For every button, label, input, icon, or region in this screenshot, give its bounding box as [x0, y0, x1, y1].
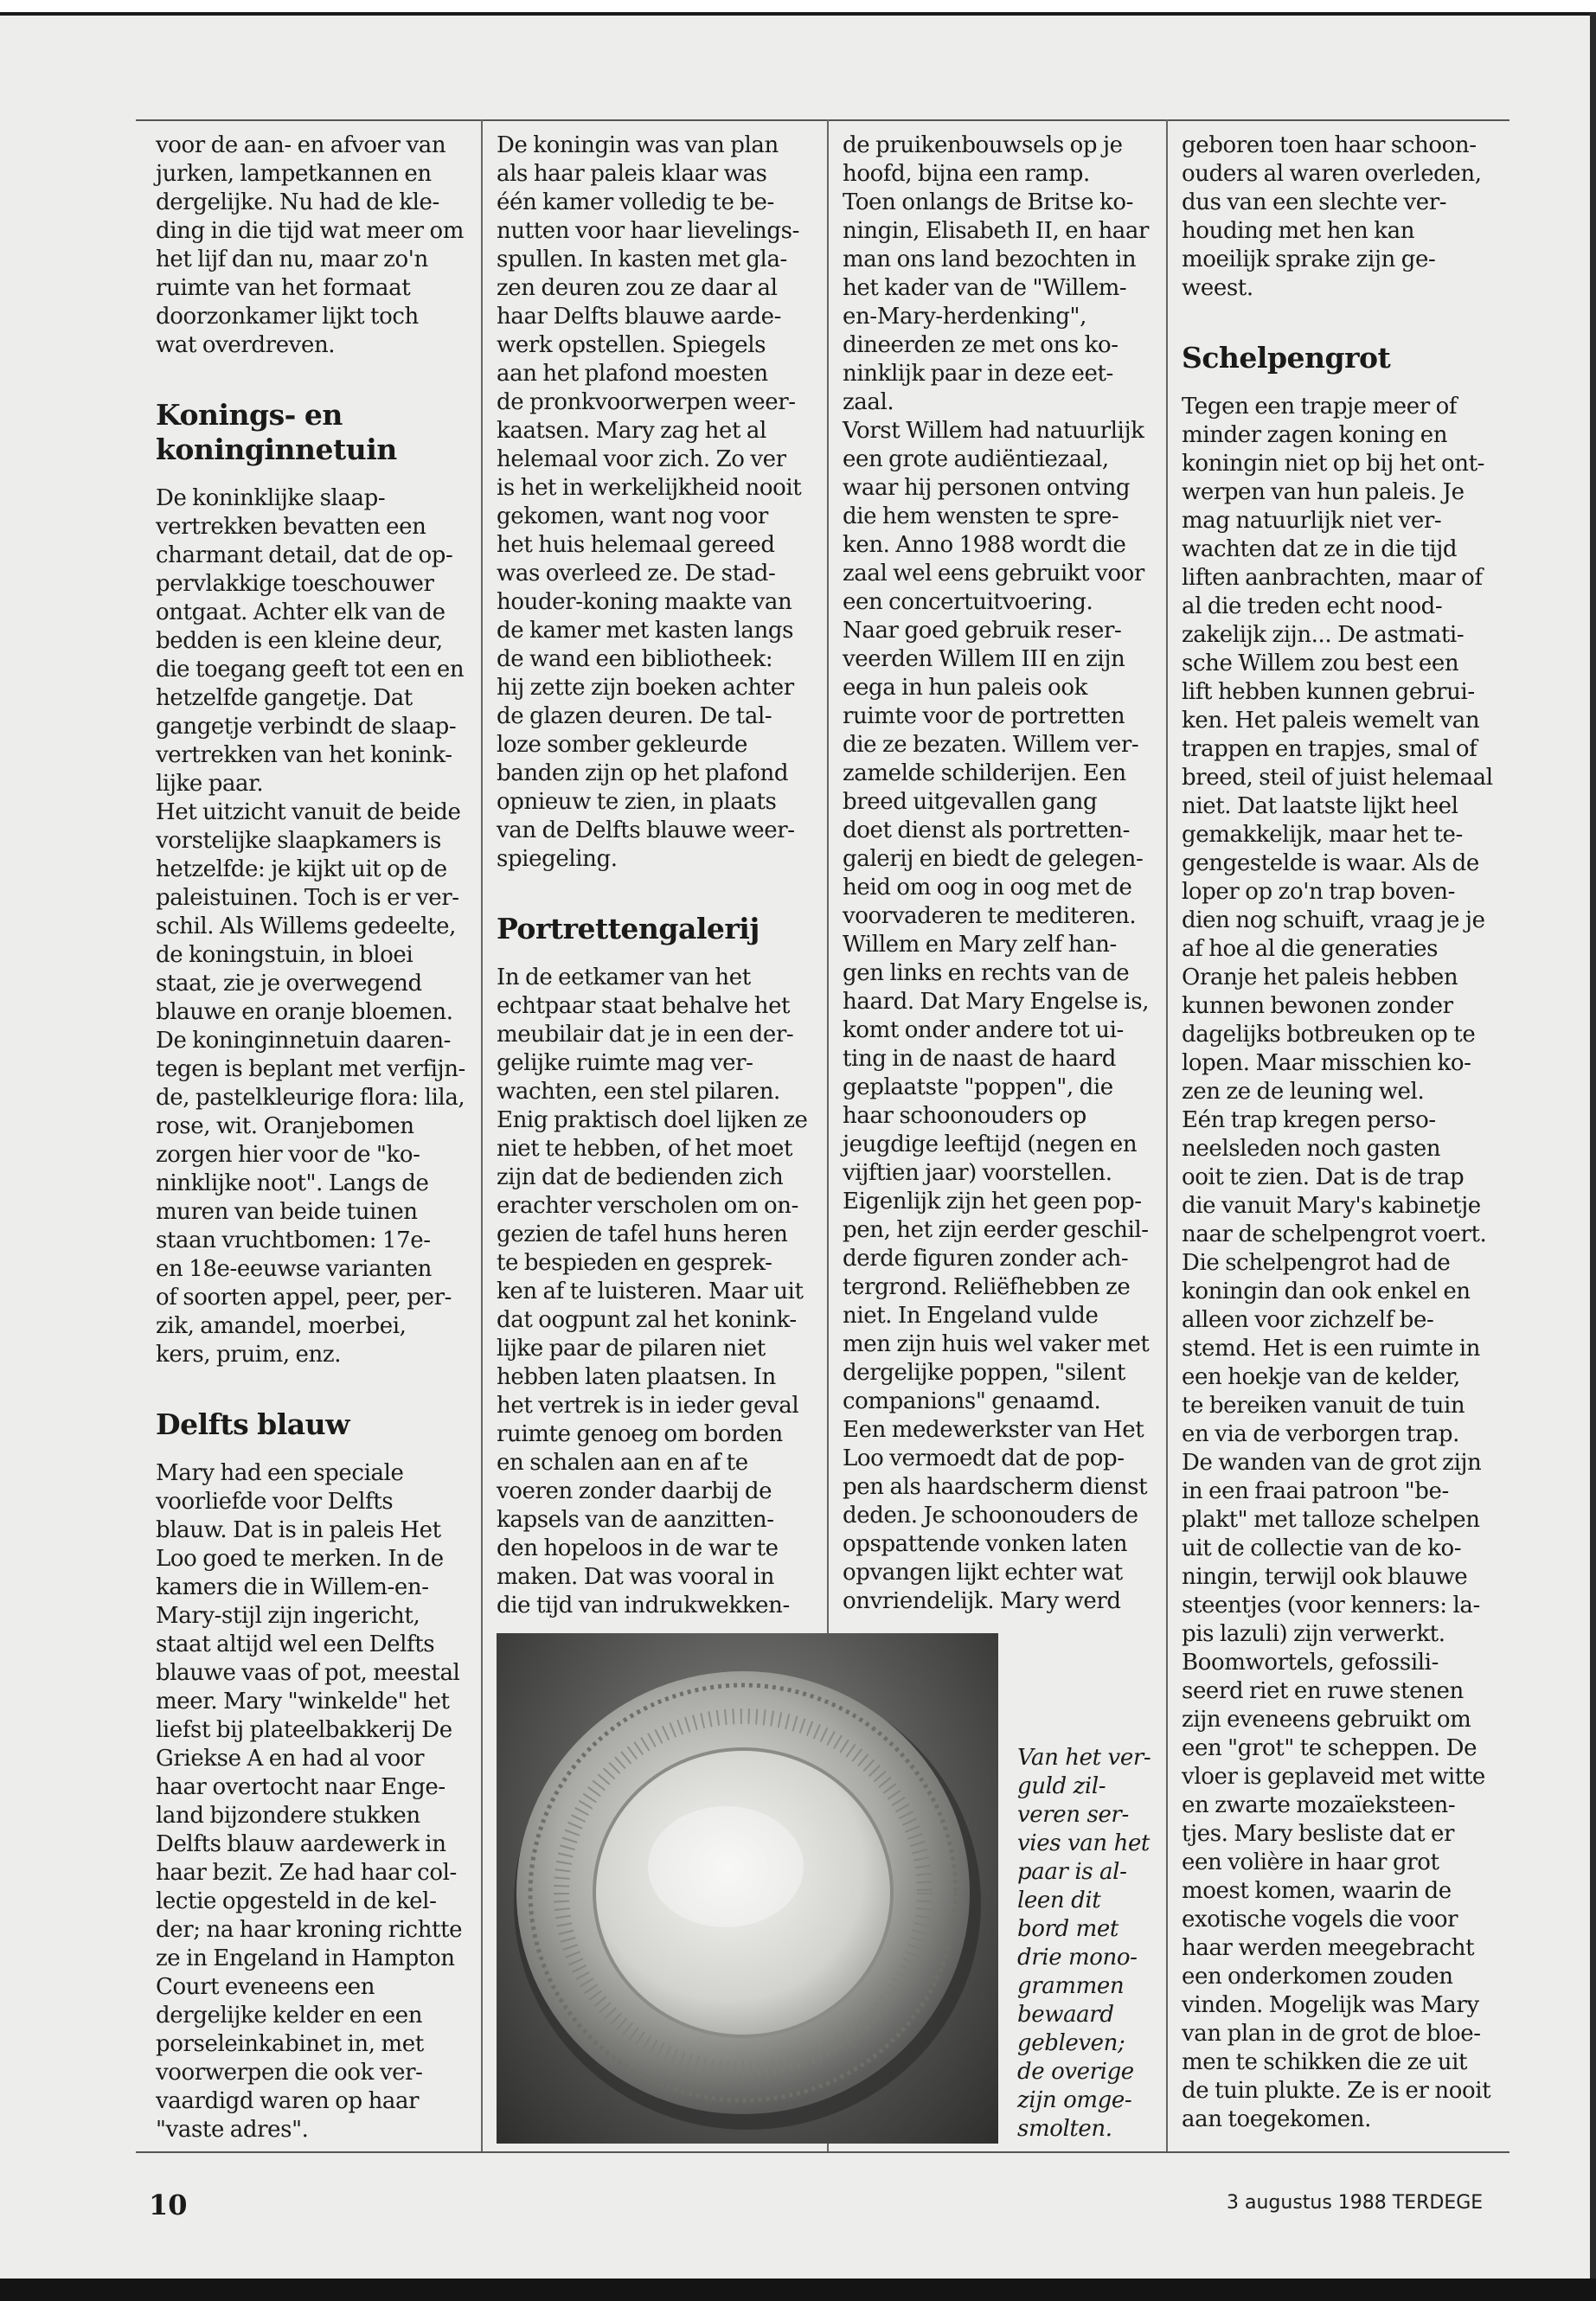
article-column-4 [1182, 131, 1493, 2134]
paragraph: geboren toen haar schoon- ouders al waren overleden, dus van een slechte ver- houding met hen kan moeilijk sprake zijn ge- weest. [1182, 132, 1482, 301]
paragraph: De koningin was van plan als haar paleis klaar was één kamer volledig te be- nutten voor haar lievelings- spullen. In kasten met gla- zen deuren zou ze daar al haar Delfts blauwe aarde- werk opstellen. Spiegels aan het plafond moesten de pronkvoorwerpen weer- kaatsen. Mary zag het al helemaal voor zich. Zo ver is het in werkelijkheid nooit gekomen, want nog voor het huis helemaal gereed was overleed ze. De stad- houder-koning maakte van de kamer met kasten langs de wand een bibliotheek: hij zette zijn boeken achter de glazen deuren. De tal- loze somber gekleurde banden zijn op het plafond opnieuw te zien, in plaats van de Delfts blauwe weer- spiegeling. [497, 132, 802, 872]
article-column-1 [156, 131, 467, 2144]
silver-plate-photo [497, 1633, 998, 2144]
publication-footer: 3 augustus 1988 TERDEGE [1227, 2192, 1484, 2214]
silver-plate-image [497, 1633, 998, 2144]
section-heading: Konings- en koninginnetuin [156, 398, 397, 466]
photo-caption: Van het ver- guld zil- veren ser- vies van het paar is al- leen dit bord met drie mono- grammen bewaard gebleven; de overige zijn omge- smolten. [1017, 1745, 1151, 2142]
section-heading: Schelpengrot [1182, 341, 1391, 375]
paragraph: Tegen een trapje meer of minder zagen koning en koningin niet op bij het ont- werpen van hun paleis. Je mag natuurlijk niet ver- wachten dat ze in die tijd liften aanbrachten, maar of al die treden echt nood- zakelijk zijn... De astmati- sche Willem zou best een lift hebben kunnen gebrui- ken. Het paleis wemelt van trappen en trapjes, smal of breed, steil of juist helemaal niet. Dat laatste lijkt heel gemakkelijk, maar het te- gengestelde is waar. Als de loper op zo'n trap boven- dien nog schuift, vraag je je af hoe al die generaties Oranje het paleis hebben kunnen bewonen zonder dagelijks botbreuken op te lopen. Maar misschien ko- zen ze de leuning wel. Eén trap kregen perso- neelsleden noch gasten ooit te zien. Dat is de trap die vanuit Mary's kabinetje naar de schelpengrot voert. Die schelpengrot had de koningin dan ook enkel en alleen voor zichzelf be- stemd. Het is een ruimte in een hoekje van de kelder, te bereiken vanuit de tuin en via de verborgen trap. De wanden van de grot zijn in een fraai patroon "be- plakt" met talloze schelpen uit de collectie van de ko- ningin, terwijl ook blauwe steentjes (voor kenners: la- pis lazuli) zijn verwerkt. Boomwortels, gefossili- seerd riet en ruwe stenen zijn eveneens gebruikt om een "grot" te scheppen. De vloer is geplaveid met witte en zwarte mozaïeksteen- tjes. Mary besliste dat er een volière in haar grot moest komen, waarin de exotische vogels die voor haar werden meegebracht een onderkomen zouden vinden. Mogelijk was Mary van plan in de grot de bloe- men te schikken die ze uit de tuin plukte. Ze is er nooit aan toegekomen. [1182, 394, 1493, 2132]
section-heading: Delfts blauw [156, 1407, 350, 1441]
column-rule [481, 119, 483, 2151]
paragraph: In de eetkamer van het echtpaar staat behalve het meubilair dat je in een der- gelijke ruimte mag ver- wachten, een stel pilaren. Enig praktisch doel lijken ze niet te hebben, of het moet zijn dat de bedienden zich erachter verscholen om on- gezien de tafel huns heren te bespieden en gesprek- ken af te luisteren. Maar uit dat oogpunt zal het konink- lijke paar de pilaren niet hebben laten plaatsen. In het vertrek is in ieder geval ruimte genoeg om borden en schalen aan en af te voeren zonder daarbij de kapsels van de aanzitten- den hopeloos in de war te maken. Dat was vooral in die tijd van indrukwekken- [497, 965, 808, 1618]
page-number: 10 [149, 2189, 188, 2221]
paragraph: De koninklijke slaap- vertrekken bevatten een charmant detail, dat de op- pervlakkige toeschouwer ontgaat. Achter elk van de bedden is een kleine deur, die toegang geeft tot een en hetzelfde gangetje. Dat gangetje verbindt de slaap- vertrekken van het konink- lijke paar. Het uitzicht vanuit de beide vorstelijke slaapkamers is hetzelfde: je kijkt uit op de paleistuinen. Toch is er ver- schil. Als Willems gedeelte, de koningstuin, in bloei staat, zie je overwegend blauwe en oranje bloemen. De koninginnetuin daaren- tegen is beplant met verfijn- de, pastelkleurige flora: lila, rose, wit. Oranjebomen zorgen hier voor de "ko- ninklijke noot". Langs de muren van beide tuinen staan vruchtbomen: 17e- en 18e-eeuwse varianten of soorten appel, peer, per- zik, amandel, moerbei, kers, pruim, enz. [156, 485, 465, 1368]
page-edge [1590, 12, 1596, 2279]
paragraph: de pruikenbouwsels op je hoofd, bijna een ramp. Toen onlangs de Britse ko- ningin, Elisabeth II, en haar man ons land bezochten in het kader van de "Willem- en-Mary-herdenking", dineerden ze met ons ko- ninklijk paar in deze eet- zaal. Vorst Willem had natuurlijk een grote audiëntiezaal, waar hij personen ontving die hem wensten te spre- ken. Anno 1988 wordt die zaal wel eens gebruikt voor een concertuitvoering. Naar goed gebruik reser- veerden Willem III en zijn eega in hun paleis ook ruimte voor de portretten die ze bezaten. Willem ver- zamelde schilderijen. Een breed uitgevallen gang doet dienst als portretten- galerij en biedt de gelegen- heid om oog in oog met de voorvaderen te mediteren. Willem en Mary zelf han- gen links en rechts van de haard. Dat Mary Engelse is, komt onder andere tot ui- ting in de naast de haard geplaatste "poppen", die haar schoonouders op jeugdige leeftijd (negen en vijftien jaar) voorstellen. Eigenlijk zijn het geen pop- pen, het zijn eerder geschil- derde figuren zonder ach- tergrond. Reliëfhebben ze niet. In Engeland vulde men zijn huis wel vaker met dergelijke poppen, "silent companions" genaamd. Een medewerkster van Het Loo vermoedt dat de pop- pen als haardscherm dienst deden. Je schoonouders de opspattende vonken laten opvangen lijkt echter wat onvriendelijk. Mary werd [843, 132, 1150, 1614]
section-heading: Portrettengalerij [497, 912, 760, 945]
scan-bottom-border [0, 2279, 1596, 2301]
column-rule [1166, 119, 1168, 2151]
article-column-3 [843, 131, 1151, 1616]
paragraph: Mary had een speciale voorliefde voor Delfts blauw. Dat is in paleis Het Loo goed te merken. In de kamers die in Willem-en- Mary-stijl zijn ingericht, staat altijd wel een Delfts blauwe vaas of pot, meestal meer. Mary "winkelde" het liefst bij plateelbakkerij De Griekse A en had al voor haar overtocht naar Enge- land bijzondere stukken Delfts blauw aardewerk in haar bezit. Ze had haar col- lectie opgesteld in de kel- der; na haar kroning richtte ze in Engeland in Hampton Court eveneens een dergelijke kelder en een porseleinkabinet in, met voorwerpen die ook ver- vaardigd waren op haar "vaste adres". [156, 1460, 463, 2143]
paragraph: voor de aan- en afvoer van jurken, lampetkannen en dergelijke. Nu had de kle- ding in die tijd wat meer om het lijf dan nu, maar zo'n ruimte van het formaat doorzonkamer lijkt toch wat overdreven. [156, 132, 464, 358]
article-column-2 [497, 131, 808, 1620]
